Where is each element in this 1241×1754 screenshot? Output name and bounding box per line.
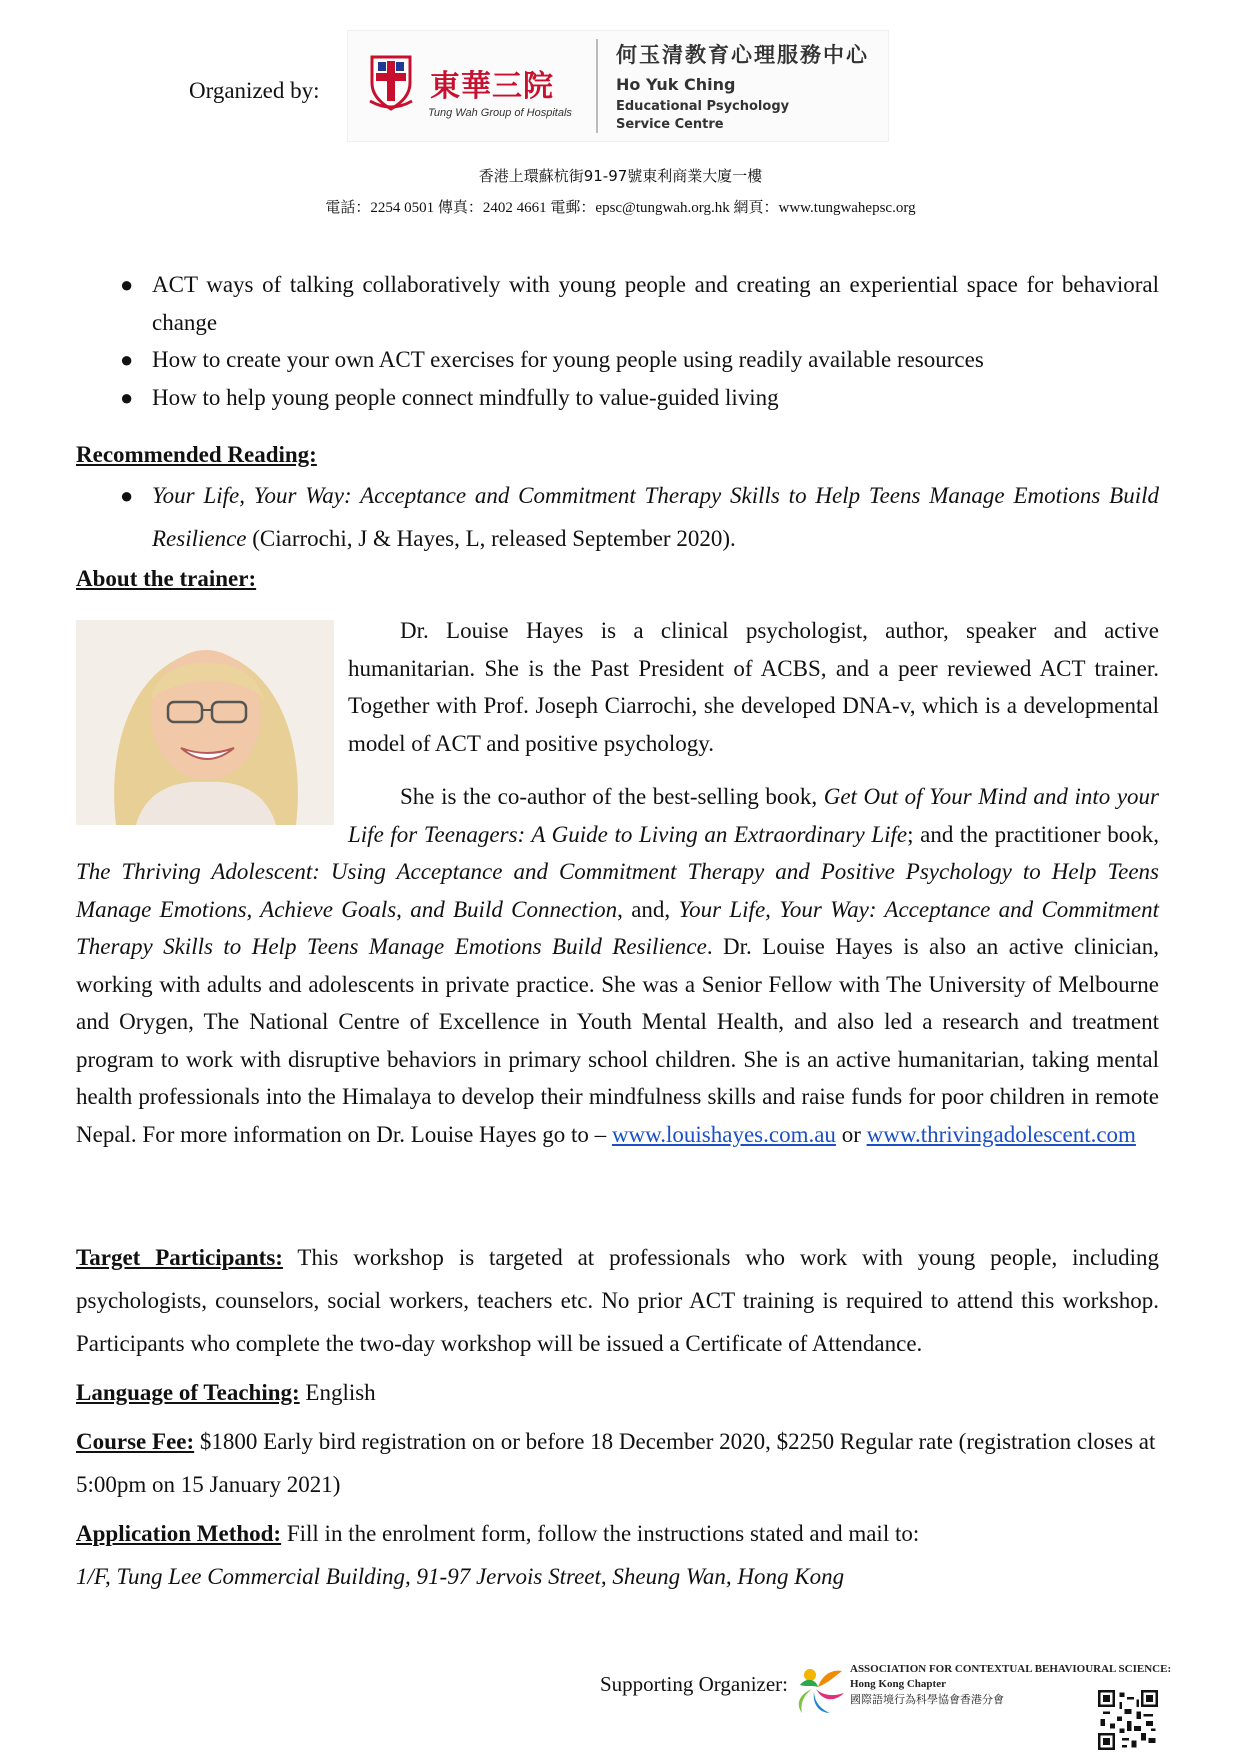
reading-title: Your Life, Your Way: Acceptance and Commitment Therapy Skills to Help Teens Manage Emotions Build Resilience [152, 483, 1159, 551]
fee-text: $1800 Early bird registration on or before 18 December 2020, $2250 Regular rate (registration closes at 5:00pm on 15 January 2021) [76, 1429, 1156, 1497]
trainer-paragraph-1: Dr. Louise Hayes is a clinical psychologist, author, speaker and active humanitarian. She is the Past President of ACBS, and a peer reviewed ACT trainer. Together with Prof. Joseph Ciarrochi, she developed DNA-v, which is a developmental model of ACT and positive psychology. [348, 618, 1159, 756]
target-heading: Target Participants: [76, 1245, 283, 1270]
organized-by-label: Organized by: [189, 78, 320, 103]
organizer-logos [347, 30, 889, 142]
thriving-adolescent-link[interactable]: www.thrivingadolescent.com [866, 1121, 1136, 1147]
contact-line: 電話：2254 0501 傳真：2402 4661 電郵：epsc@tungwah.org.hk 網頁：www.tungwahepsc.org [325, 200, 916, 216]
trainer-bio-2: She is the co-author of the best-selling book, Get Out of Your Mind and into your Life for Teenagers: A Guide to Living an Extraordinary Life; and the practitioner book, The Thriving Adolescent: Using Acceptance and Commitment Therapy and Positive Psychology to Help Teens Manage Emotions, Achieve Goals, and Build Connection, and, Your Life, Your Way: Acceptance and Commitment Therapy Skills to Help Teens Manage Emotions Build Resilience. Dr. Louise Hayes is also an active clinician, working with adults and adolescents in private practice. She was a Senior Fellow with The University of Melbourne and Orygen, The National Centre of Excellence in Youth Mental Health, and also led a research and treatment program to work with disruptive behaviors in primary school children. She is an active humanitarian, taking mental health professionals into the Himalaya to develop their mindfulness skills and raise funds for poor children in remote Nepal. For more information on Dr. Louise Hayes go to – www.louishayes.com.au or www.thrivingadolescent.com [76, 784, 1159, 1147]
hyc-name-line2: Educational Psychology [616, 99, 790, 114]
book-title: Your Life, Your Way: Acceptance and Commitment Therapy Skills to Help Teens Manage Emotions Build Resilience [76, 896, 1159, 959]
trainer-heading: About the trainer: [76, 566, 257, 591]
acbs-name: ASSOCIATION FOR CONTEXTUAL BEHAVIOURAL SCIENCE: Hong Kong Chapter 國際語境行為科學協會香港分會 [850, 1663, 1172, 1706]
twgh-chinese-name: 東華三院 [430, 69, 554, 104]
language-section [76, 1374, 1159, 1412]
list-item: ● How to help young people connect mindfully to value-guided living [76, 379, 1159, 417]
bullet-icon: ● [120, 272, 134, 297]
reading-heading: Recommended Reading: [76, 442, 317, 467]
language-heading: Language of Teaching: [76, 1380, 300, 1405]
language-text: English [299, 1380, 376, 1405]
trainer-bio [76, 612, 1159, 802]
supporting-organizer-label: Supporting Organizer: [600, 1672, 788, 1696]
bullet-icon: ● [120, 347, 134, 372]
address-chinese: 香港上環蘇杭街91-97號東利商業大廈一樓 [478, 167, 763, 185]
twgh-english-name: Tung Wah Group of Hospitals [428, 107, 572, 119]
reading-section [76, 436, 1159, 474]
reading-list [76, 474, 1159, 560]
list-item: ● How to create your own ACT exercises for young people using readily available resources [76, 341, 1159, 379]
target-section [76, 1236, 1159, 1365]
application-text: Fill in the enrolment form, follow the instructions stated and mail to: [281, 1521, 920, 1546]
application-heading: Application Method: [76, 1521, 282, 1546]
trainer-section [76, 560, 1159, 598]
book-title: The Thriving Adolescent: Using Acceptance and Commitment Therapy and Positive Psychology to Help Teens Manage Emotions, Achieve Goals, and Build Connection [76, 859, 1159, 922]
application-section [76, 1512, 1159, 1598]
reading-citation: (Ciarrochi, J & Hayes, L, released September 2020). [246, 526, 736, 551]
bullet-icon: ● [120, 384, 134, 410]
hyc-name-line1: Ho Yuk Ching [616, 75, 736, 94]
logo-divider [596, 39, 598, 133]
target-text: This workshop is targeted at professionals who work with young people, including psychologists, counselors, social workers, teachers etc. No prior ACT training is required to attend this workshop. Participants who complete the two-day workshop will be issued a Certificate of Attendance. [76, 1245, 1159, 1356]
mailing-address: 1/F, Tung Lee Commercial Building, 91-97 Jervois Street, Sheung Wan, Hong Kong [76, 1564, 845, 1589]
qr-code-icon [1098, 1690, 1158, 1750]
book-title: Get Out of Your Mind and into your Life for Teenagers: A Guide to Living an Extraordinary Life [348, 784, 1159, 847]
list-item [76, 474, 1159, 560]
outcome-list [76, 266, 1159, 416]
fee-heading: Course Fee: [76, 1429, 195, 1454]
louise-hayes-link[interactable]: www.louishayes.com.au [611, 1121, 836, 1147]
bullet-icon: ● [120, 483, 134, 508]
twgh-crest-icon [368, 53, 414, 111]
hyc-chinese-name: 何玉清教育心理服務中心 [616, 43, 869, 67]
fee-section [76, 1420, 1159, 1506]
list-item: ● ACT ways of talking collaboratively with young people and creating an experiential space for behavioral change [76, 266, 1159, 341]
acbs-logo-icon [792, 1655, 852, 1717]
hyc-name-line3: Service Centre [616, 117, 724, 132]
